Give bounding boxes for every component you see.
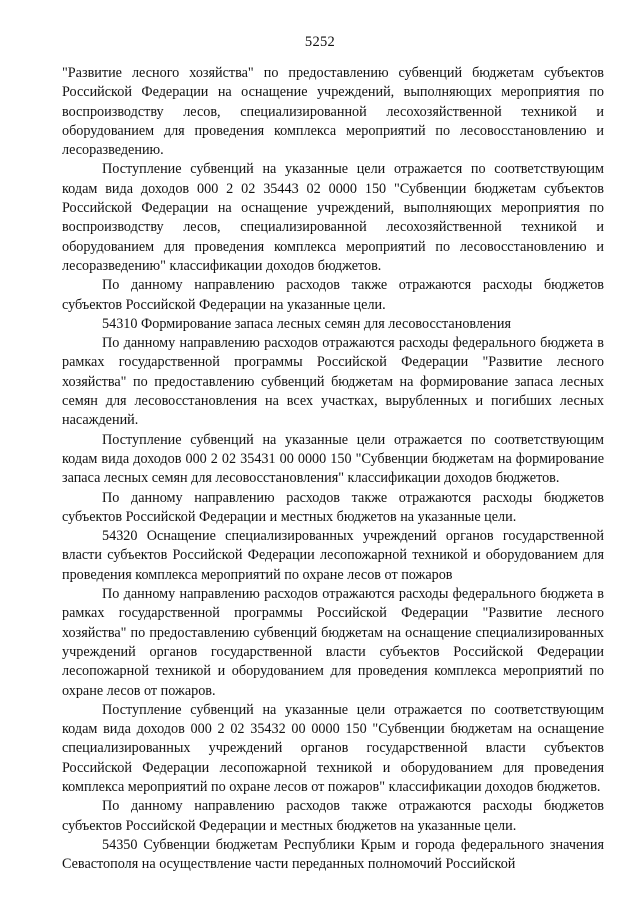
paragraph: Поступление субвенций на указанные цели отражается по соответствующим кодам вида доходов 000 2 02 35443 02 0000 150 "Субвенции бюджетам субъектов Российской Федерации на оснащение учреждений, выполняющих мероприятия по воспроизводству лесов, специализированной лесохозяйственной техникой и оборудованием для проведения комплекса мероприятий по лесовосстановлению и лесоразведению" классификации доходов бюджетов. (62, 161, 604, 274)
paragraph: По данному направлению расходов отражаются расходы федерального бюджета в рамках государственной программы Российской Федерации "Развитие лесного хозяйства" по предоставлению субвенций бюджетам на оснащение специализированных учреждений органов государственной власти субъектов Российской Федерации лесопожарной техникой и оборудованием для проведения комплекса мероприятий по охране лесов от пожаров. (62, 586, 604, 699)
section-heading-54310: 54310 Формирование запаса лесных семян для лесовосстановления (102, 315, 512, 332)
paragraph: Поступление субвенций на указанные цели отражается по соответствующим кодам вида доходов 000 2 02 35431 00 0000 150 "Субвенции бюджетам на формирование запаса лесных семян для лесовосстановления" классификации доходов бюджетов. (62, 431, 604, 487)
section-heading-54320: 54320 Оснащение специализированных учреждений органов государственной власти субъектов Российской Федерации лесопожарной техникой и оборудованием для проведения комплекса мероприятий по охране лесов от пожаров (62, 528, 604, 583)
paragraph: По данному направлению расходов также отражаются расходы бюджетов субъектов Российской Федерации и местных бюджетов на указанные цели. (62, 489, 604, 525)
paragraph: По данному направлению расходов также отражаются расходы бюджетов субъектов Российской Федерации на указанные цели. (62, 277, 604, 313)
paragraph-continuation: "Развитие лесного хозяйства" по предоставлению субвенций бюджетам субъектов Российской Федерации на оснащение учреждений, выполняющих мероприятия по воспроизводству лесов, специализированной лесохозяйственной техникой и оборудованием для проведения комплекса мероприятий по лесовосстановлению и лесоразведению. (62, 65, 604, 159)
paragraph: Поступление субвенций на указанные цели отражается по соответствующим кодам вида доходов 000 2 02 35432 00 0000 150 "Субвенции бюджетам на оснащение специализированных учреждений органов государственной власти субъектов Российской Федерации лесопожарной техникой и оборудованием для проведения комплекса мероприятий по охране лесов от пожаров" классификации доходов бюджетов. (62, 701, 604, 795)
page-number: 5252 (304, 34, 336, 50)
section-heading-54350: 54350 Субвенции бюджетам Республики Крым и города федерального значения Севастополя на осуществление части переданных полномочий Российской (62, 836, 604, 873)
paragraph: По данному направлению расходов отражаются расходы федерального бюджета в рамках государственной программы Российской Федерации "Развитие лесного хозяйства" по предоставлению субвенций бюджетам на формирование запаса лесных семян для лесовосстановления на всех участках, вырубленных и погибших лесных насаждений. (62, 335, 604, 429)
document-body (62, 64, 604, 874)
paragraph: По данному направлению расходов также отражаются расходы бюджетов субъектов Российской Федерации и местных бюджетов на указанные цели. (62, 798, 604, 834)
